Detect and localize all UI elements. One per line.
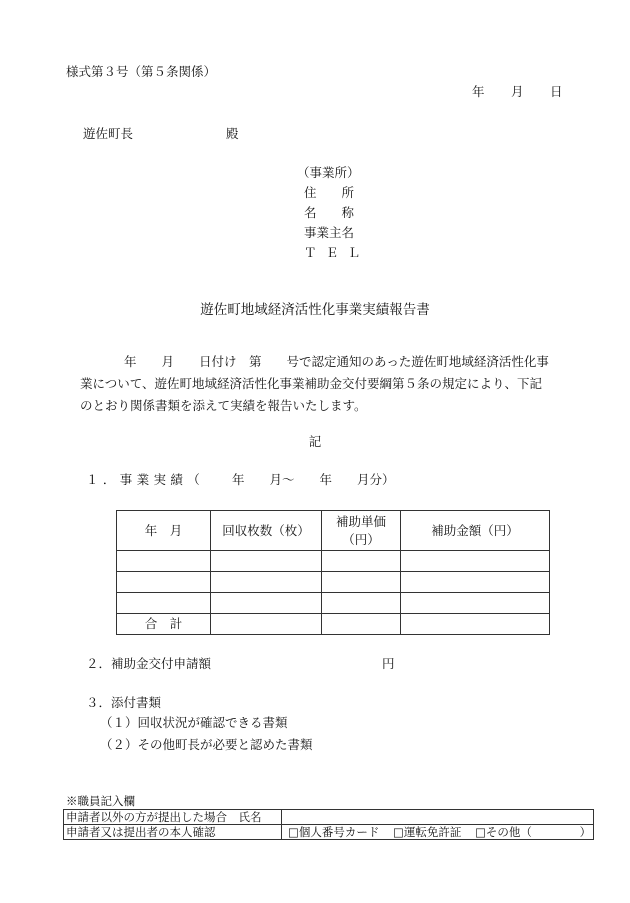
table-cell[interactable] xyxy=(401,614,550,635)
table-cell[interactable] xyxy=(211,614,322,635)
staff-submitter-label: 申請者以外の方が提出した場合 氏名 xyxy=(64,810,282,825)
header-unit-price xyxy=(322,511,401,551)
staff-identity-label: 申請者又は提出者の本人確認 xyxy=(64,825,282,840)
table-total-row xyxy=(117,614,550,635)
report-body-line-1: 年 月 日付け 第 号で認定通知のあった遊佐町地域経済活性化事 xyxy=(124,354,549,369)
applicant-heading: （事業所） xyxy=(297,165,360,180)
table-cell[interactable] xyxy=(401,572,550,593)
staff-row-submitter xyxy=(64,810,594,825)
section1-period: 年 月～ 年 月分） xyxy=(232,472,395,487)
report-body-line-2: 業について、遊佐町地域経済活性化事業補助金交付要綱第５条の規定により、下記 xyxy=(80,376,543,391)
ki-heading: 記 xyxy=(308,434,322,449)
date-year-label: 年 xyxy=(472,84,485,99)
option-other-close: ） xyxy=(579,825,592,839)
staff-submitter-name-field[interactable] xyxy=(282,810,594,825)
staff-section-heading: ※職員記入欄 xyxy=(66,794,135,808)
table-row xyxy=(117,572,550,593)
table-row xyxy=(117,593,550,614)
section3-label: ３．添付書類 xyxy=(86,695,162,710)
table-header-row xyxy=(117,511,550,551)
addressee-name: 遊佐町長 xyxy=(83,126,134,141)
option-other[interactable]: □その他（ xyxy=(475,825,532,839)
report-body xyxy=(80,351,572,417)
table-cell[interactable] xyxy=(322,572,401,593)
form-number: 様式第３号（第５条関係） xyxy=(66,64,217,79)
table-cell[interactable] xyxy=(322,593,401,614)
header-subsidy-amount: 補助金額（円） xyxy=(401,511,550,551)
header-year-month: 年 月 xyxy=(117,511,211,551)
header-unit-price-line-2: （円） xyxy=(342,531,380,547)
option-my-number-card[interactable]: □個人番号カード xyxy=(288,825,380,839)
date-month-label: 月 xyxy=(511,84,524,99)
table-cell[interactable] xyxy=(117,572,211,593)
addressee-honorific: 殿 xyxy=(226,126,239,141)
staff-identity-options xyxy=(282,825,594,840)
section1-label: １．事業実績（ xyxy=(86,472,205,487)
date-day-label: 日 xyxy=(550,84,563,99)
document-title: 遊佐町地域経済活性化事業実績報告書 xyxy=(200,302,430,318)
applicant-tel-label: ＴＥＬ xyxy=(304,245,370,260)
section2-unit: 円 xyxy=(382,656,395,671)
table-cell[interactable] xyxy=(322,614,401,635)
table-cell[interactable] xyxy=(401,551,550,572)
applicant-owner-label: 事業主名 xyxy=(304,225,355,240)
table-cell[interactable] xyxy=(117,551,211,572)
table-cell[interactable] xyxy=(211,551,322,572)
header-unit-price-line-1: 補助単価 xyxy=(335,514,386,529)
attachment-item-2: （２）その他町長が必要と認めた書類 xyxy=(100,737,313,752)
table-cell[interactable] xyxy=(211,572,322,593)
option-drivers-license[interactable]: □運転免許証 xyxy=(393,825,462,839)
applicant-address-label: 住 所 xyxy=(304,185,355,200)
results-table xyxy=(116,510,550,635)
section2-label: ２．補助金交付申請額 xyxy=(86,656,212,671)
header-collected-count: 回収枚数（枚） xyxy=(211,511,322,551)
report-body-line-3: のとおり関係書類を添えて実績を報告いたします。 xyxy=(80,398,367,413)
table-cell[interactable] xyxy=(211,593,322,614)
staff-table xyxy=(63,809,594,840)
total-label: 合 計 xyxy=(117,614,211,635)
table-row xyxy=(117,551,550,572)
attachment-item-1: （１）回収状況が確認できる書類 xyxy=(100,715,288,730)
applicant-name-label: 名 称 xyxy=(304,205,355,220)
table-cell[interactable] xyxy=(322,551,401,572)
staff-row-identity xyxy=(64,825,594,840)
table-cell[interactable] xyxy=(117,593,211,614)
table-cell[interactable] xyxy=(401,593,550,614)
